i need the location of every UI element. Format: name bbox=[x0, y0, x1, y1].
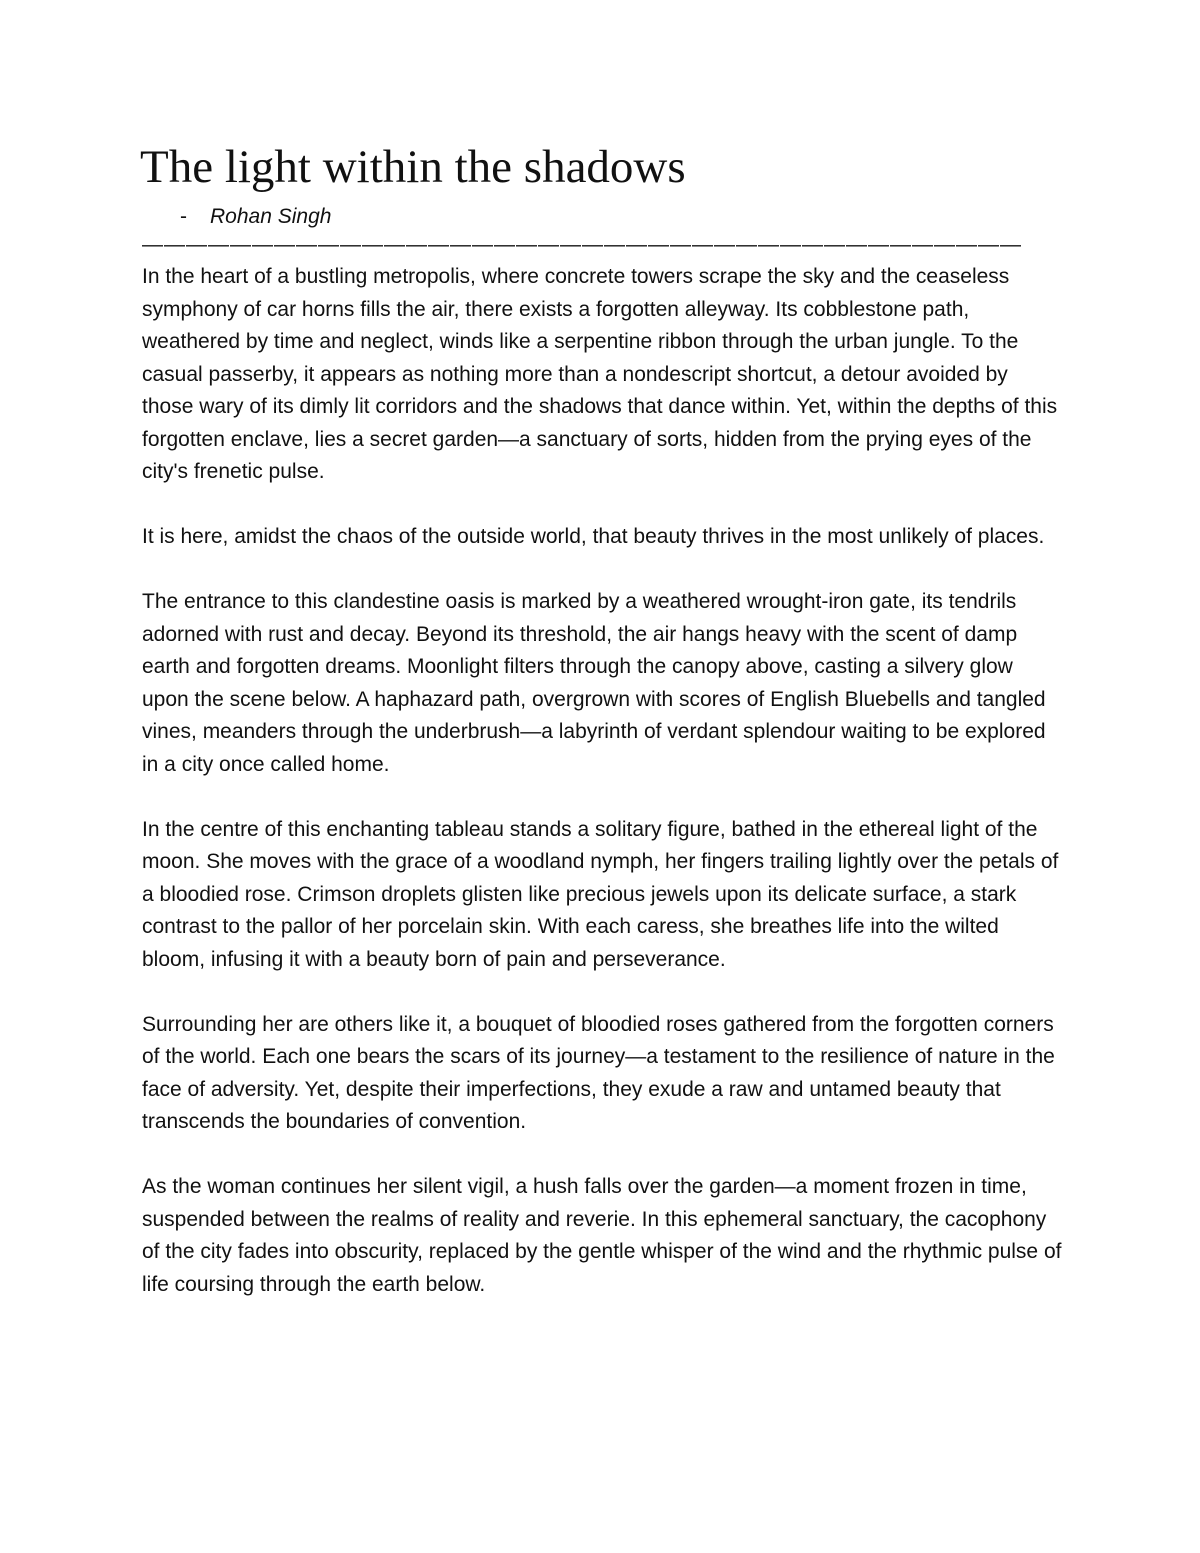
byline-dash: - bbox=[180, 205, 187, 229]
body-paragraph: In the centre of this enchanting tableau stands a solitary figure, bathed in the ethereal light of the moon. She moves with the grace of a woodland nymph, her fingers trailing lightly over the petals of a bloodied rose. Crimson droplets glisten like precious jewels upon its delicate surface, a stark contrast to the pallor of her porcelain skin. With each caress, she breathes life into the wilted bloom, infusing it with a beauty born of pain and perseverance. bbox=[142, 817, 1059, 971]
byline bbox=[180, 204, 1062, 229]
body-paragraph: It is here, amidst the chaos of the outside world, that beauty thrives in the most unlikely of places. bbox=[142, 525, 1045, 549]
body-paragraph: The entrance to this clandestine oasis is marked by a weathered wrought-iron gate, its tendrils adorned with rust and decay. Beyond its threshold, the air hangs heavy with the scent of damp earth and forgotten dreams. Moonlight filters through the canopy above, casting a silvery glow upon the scene below. A haphazard path, overgrown with scores of English Bluebells and tangled vines, meanders through the underbrush—a labyrinth of verdant splendour waiting to be explored in a city once called home. bbox=[142, 590, 1046, 776]
divider-rule: ———————————————————————————————————————— bbox=[142, 233, 1022, 257]
document-page bbox=[142, 140, 1062, 1334]
body-paragraph: In the heart of a bustling metropolis, where concrete towers scrape the sky and the ceaseless symphony of car horns fills the air, there exists a forgotten alleyway. Its cobblestone path, weathered by time and neglect, winds like a serpentine ribbon through the urban jungle. To the casual passerby, it appears as nothing more than a nondescript shortcut, a detour avoided by those wary of its dimly lit corridors and the shadows that dance within. Yet, within the depths of this forgotten enclave, lies a secret garden—a sanctuary of sorts, hidden from the prying eyes of the city's frenetic pulse. bbox=[142, 265, 1058, 484]
body-paragraph: As the woman continues her silent vigil, a hush falls over the garden—a moment frozen in time, suspended between the realms of reality and reverie. In this ephemeral sanctuary, the cacophony of the city fades into obscurity, replaced by the gentle whisper of the wind and the rhythmic pulse of life coursing through the earth below. bbox=[142, 1175, 1062, 1296]
author-name: Rohan Singh bbox=[210, 205, 332, 229]
document-title: The light within the shadows bbox=[140, 141, 686, 193]
body-paragraph: Surrounding her are others like it, a bouquet of bloodied roses gathered from the forgotten corners of the world. Each one bears the scars of its journey—a testament to the resilience of nature in the face of adversity. Yet, despite their imperfections, they exude a raw and untamed beauty that transcends the boundaries of convention. bbox=[142, 1012, 1055, 1134]
